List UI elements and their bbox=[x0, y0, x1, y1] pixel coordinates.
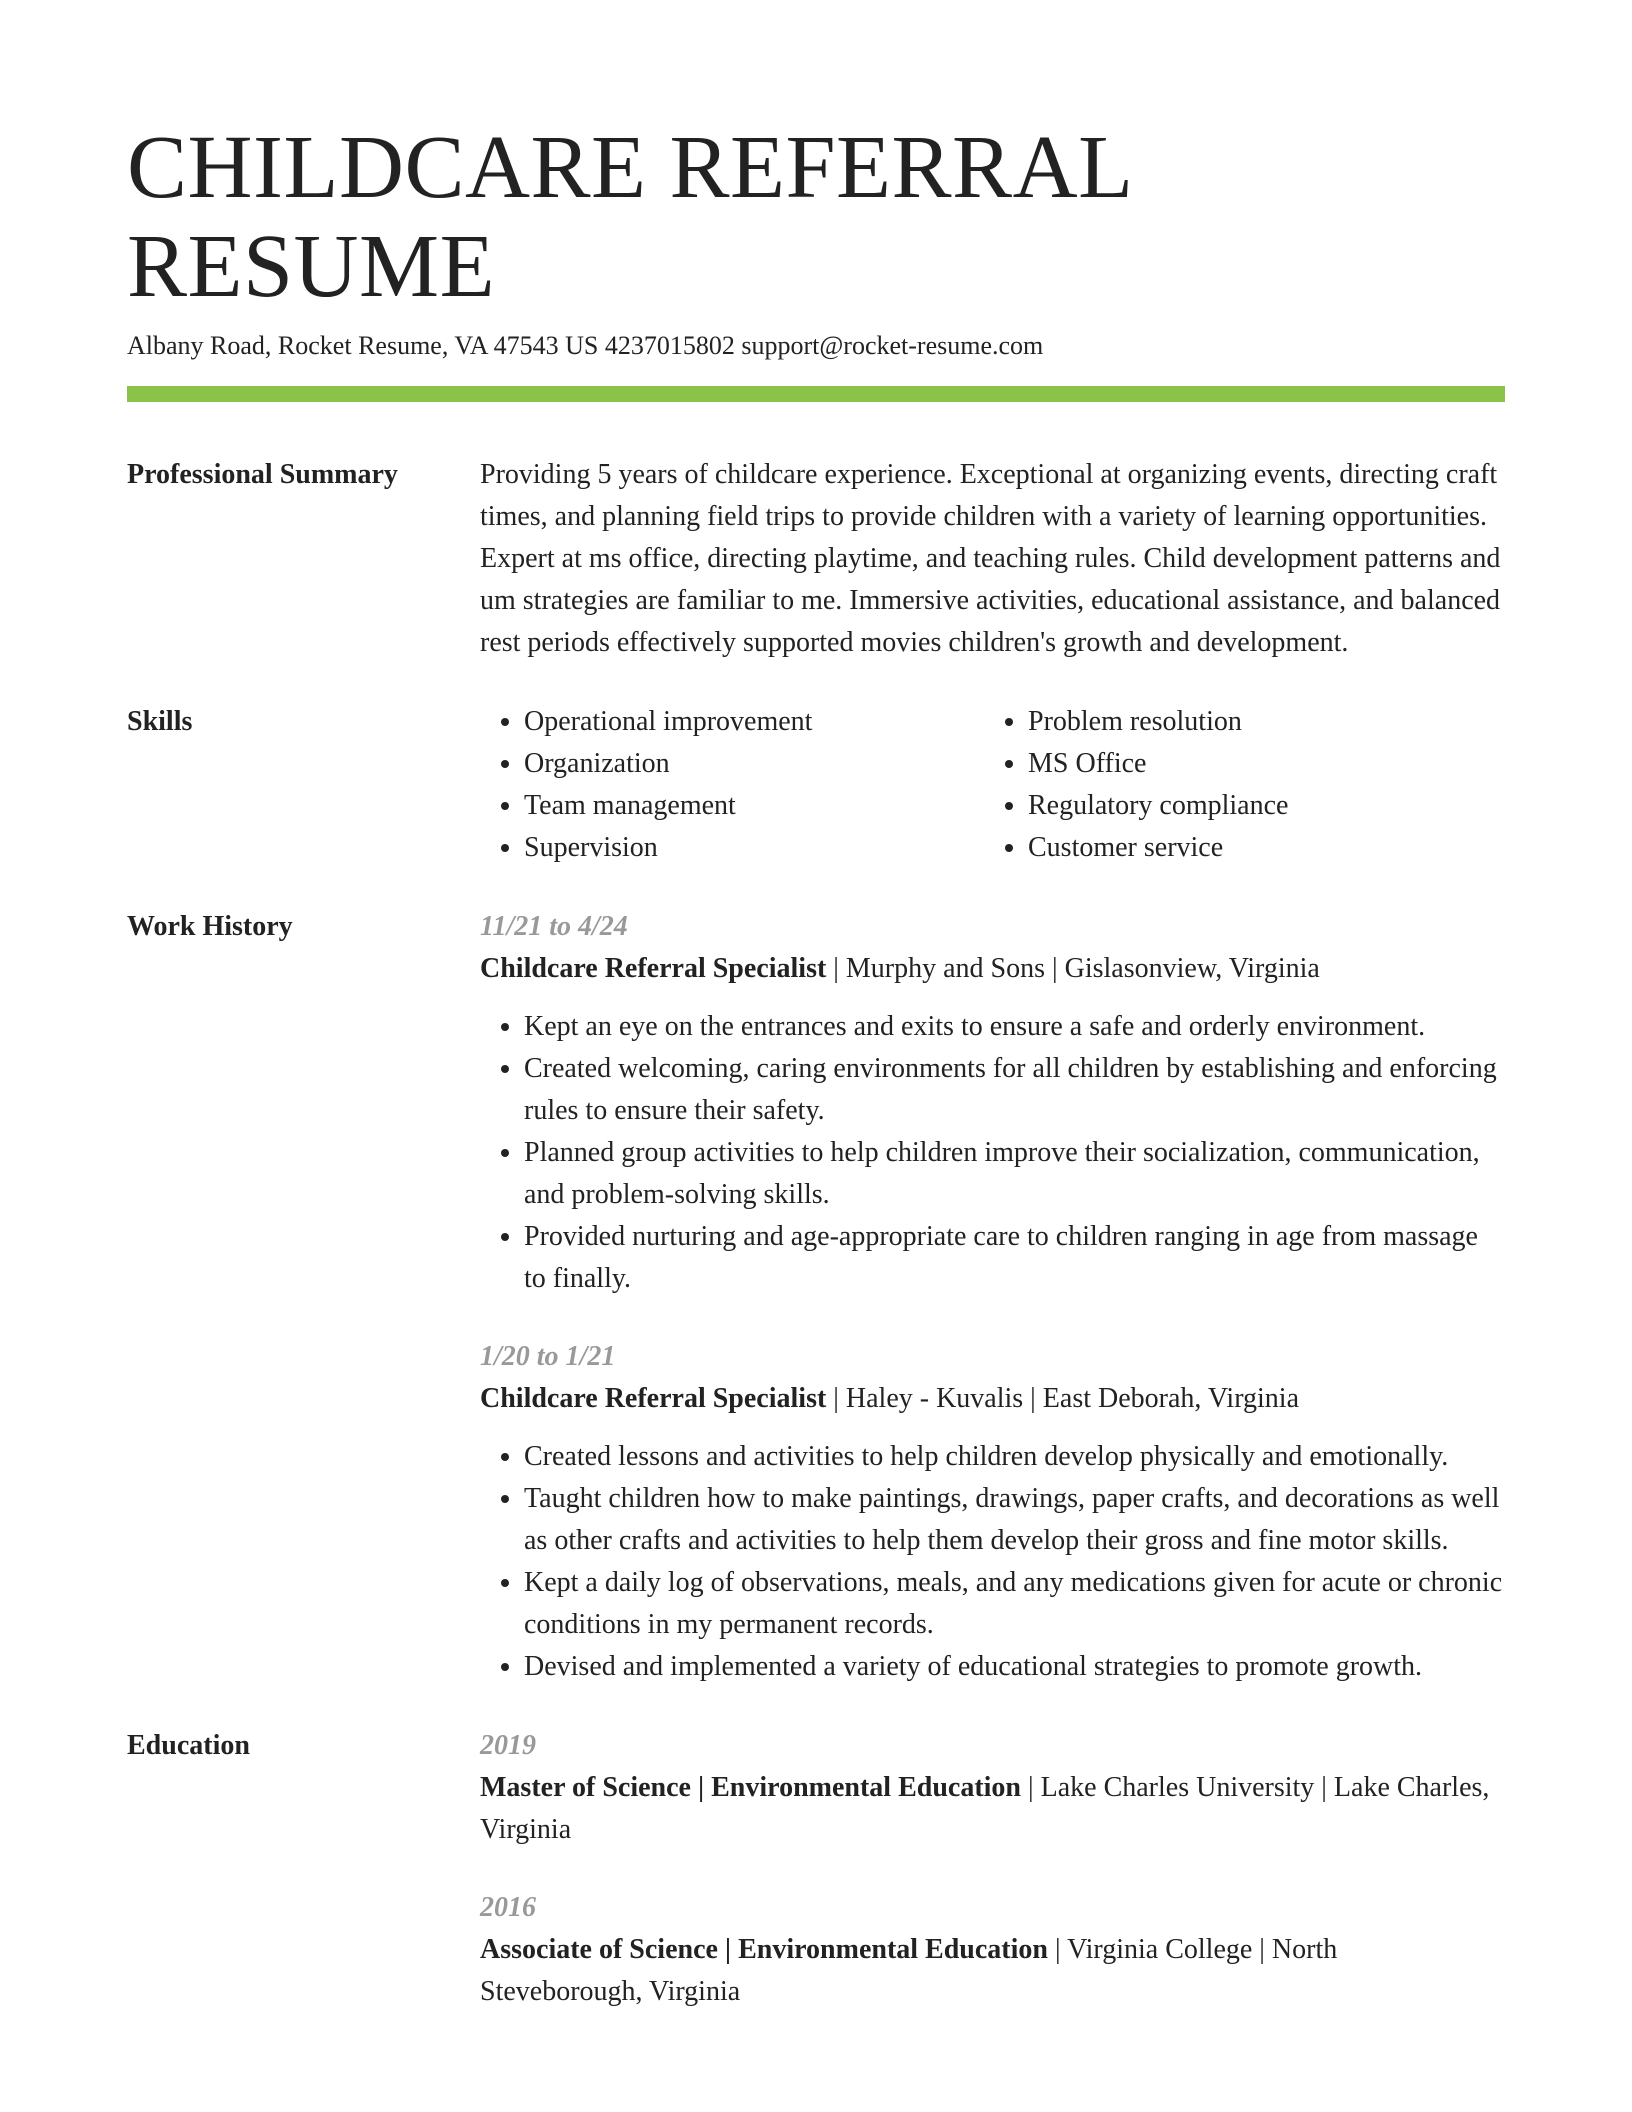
skill-item: • Organization bbox=[524, 743, 984, 785]
degree-line bbox=[480, 1767, 1505, 1851]
job-dates: 11/21 to 4/24 bbox=[480, 911, 628, 943]
job-dates: 1/20 to 1/21 bbox=[480, 1341, 616, 1373]
education-entry bbox=[480, 1887, 1505, 2013]
school-details: | Virginia College | North Steveborough, Virginia bbox=[480, 1934, 1338, 2008]
skills-column-1 bbox=[480, 701, 984, 869]
job-entry bbox=[480, 906, 1505, 1300]
school-details: | Lake Charles University | Lake Charles, Virginia bbox=[480, 1772, 1490, 1846]
degree-line bbox=[480, 1929, 1505, 2013]
job-bullet: • Devised and implemented a variety of educational strategies to promote growth. bbox=[524, 1646, 1505, 1688]
skill-item: • Problem resolution bbox=[1028, 701, 1488, 743]
job-title: Childcare Referral Specialist bbox=[480, 953, 827, 985]
job-title-line bbox=[480, 948, 1505, 990]
summary-section bbox=[127, 454, 1505, 664]
degree-title: Master of Science | Environmental Education bbox=[480, 1772, 1021, 1804]
accent-divider bbox=[127, 386, 1505, 402]
education-entry bbox=[480, 1725, 1505, 1851]
job-employer: | Haley - Kuvalis | East Deborah, Virginia bbox=[826, 1383, 1300, 1415]
skill-item: • Customer service bbox=[1028, 827, 1488, 869]
work-history-section bbox=[127, 906, 1505, 1688]
job-bullet: • Provided nurturing and age-appropriate care to children ranging in age from massage to finally. bbox=[524, 1216, 1505, 1300]
job-title: Childcare Referral Specialist bbox=[480, 1383, 827, 1415]
job-bullet: • Kept an eye on the entrances and exits to ensure a safe and orderly environment. bbox=[524, 1006, 1505, 1048]
degree-title: Associate of Science | Environmental Education bbox=[480, 1934, 1048, 1966]
resume-title: CHILDCARE REFERRAL RESUME bbox=[127, 118, 1131, 316]
job-bullets bbox=[480, 1436, 1505, 1688]
skill-item: • Supervision bbox=[524, 827, 984, 869]
job-bullet: • Planned group activities to help children improve their socialization, communication, and problem-solving skills. bbox=[524, 1132, 1505, 1216]
skill-item: • Team management bbox=[524, 785, 984, 827]
education-heading: Education bbox=[127, 1730, 250, 1762]
job-bullet: • Taught children how to make paintings, drawings, paper crafts, and decorations as well as other crafts and activities to help them develop their gross and fine motor skills. bbox=[524, 1478, 1505, 1562]
skill-item: • Operational improvement bbox=[524, 701, 984, 743]
skills-column-2 bbox=[984, 701, 1488, 869]
job-bullet: • Kept a daily log of observations, meals, and any medications given for acute or chronic conditions in my permanent records. bbox=[524, 1562, 1505, 1646]
job-bullet: • Created lessons and activities to help children develop physically and emotionally. bbox=[524, 1436, 1505, 1478]
job-bullet: • Created welcoming, caring environments for all children by establishing and enforcing rules to ensure their safety. bbox=[524, 1048, 1505, 1132]
skills-section bbox=[127, 701, 1505, 869]
resume-page bbox=[127, 118, 1505, 2013]
summary-text: Providing 5 years of childcare experience. Exceptional at organizing events, directing craft times, and planning field trips to provide children with a variety of learning opportunities. Expert at ms office, directing playtime, and teaching rules. Child development patterns and um strategies are familiar to me. Immersive activities, educational assistance, and balanced rest periods effectively supported movies children's growth and development. bbox=[480, 459, 1501, 659]
skills-heading: Skills bbox=[127, 706, 193, 738]
education-section bbox=[127, 1725, 1505, 2013]
work-history-heading: Work History bbox=[127, 911, 293, 943]
summary-heading: Professional Summary bbox=[127, 459, 398, 491]
job-employer: | Murphy and Sons | Gislasonview, Virginia bbox=[826, 953, 1320, 985]
contact-line: Albany Road, Rocket Resume, VA 47543 US 4237015802 support@rocket-resume.com bbox=[127, 331, 1044, 360]
job-entry bbox=[480, 1336, 1505, 1688]
education-year: 2016 bbox=[480, 1892, 536, 1924]
job-title-line bbox=[480, 1378, 1505, 1420]
education-year: 2019 bbox=[480, 1730, 536, 1762]
job-bullets bbox=[480, 1006, 1505, 1300]
skill-item: • Regulatory compliance bbox=[1028, 785, 1488, 827]
skill-item: • MS Office bbox=[1028, 743, 1488, 785]
